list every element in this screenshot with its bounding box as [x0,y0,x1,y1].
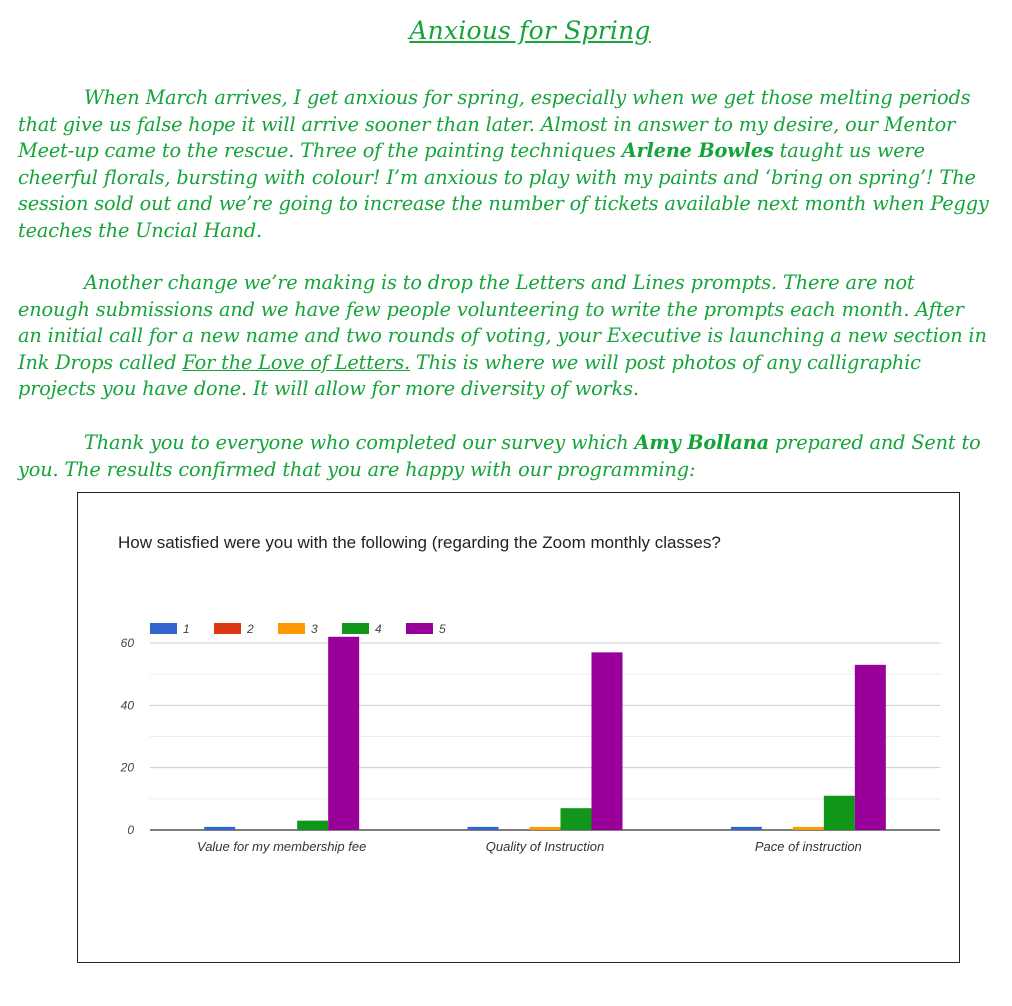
legend-label-3: 3 [311,622,318,636]
chart-title: How satisfied were you with the following (regarding the Zoom monthly classes? [118,533,721,552]
y-tick-label: 60 [120,636,134,650]
bar-series-5 [592,652,623,830]
legend-label-5: 5 [439,622,446,636]
instructor-name: Arlene Bowles [621,139,774,162]
p3-text-a: Thank you to everyone who completed our survey which [84,431,635,454]
survey-chart [77,492,960,963]
paragraph-letters-and-lines [18,270,990,403]
bar-series-4 [824,796,855,830]
legend-swatch-4 [342,623,369,634]
bar-series-3 [530,827,561,830]
y-tick-label: 20 [120,760,134,775]
article-title: Anxious for Spring [409,16,651,45]
bar-series-3 [793,827,824,830]
paragraph-survey [18,430,990,483]
p3-text-b: prepared and Sent to you. The results confirmed that you are happy with our programming: [18,431,981,481]
p2-text-a: Another change we’re making is to drop the Letters and Lines prompts. There are not enough submissions and we have few people volunteering to write the prompts each month. After an initial call for a new name and two rounds of voting, your Executive is launching a new section in Ink Drops called [18,271,987,374]
x-category-label: Value for my membership fee [197,839,367,854]
bar-series-5 [328,637,359,830]
bar-series-4 [561,808,592,830]
p1-text-a: When March arrives, I get anxious for spring, especially when we get those melting periods that give us false hope it will arrive sooner than later. Almost in answer to my desire, our Mentor Meet-up came to the rescue. Three of the painting techniques [18,86,971,162]
p2-text-b: This is where we will post photos of any calligraphic projects you have done. It will allow for more diversity of works. [18,350,921,400]
legend-swatch-5 [406,623,433,634]
paragraph-mentor-meetup [18,85,990,244]
bar-series-1 [204,827,235,830]
bar-series-1 [468,827,499,830]
bar-series-1 [731,827,762,830]
y-tick-label: 40 [120,698,134,713]
legend-swatch-1 [150,623,177,634]
survey-author-name: Amy Bollana [634,431,769,454]
legend-label-1: 1 [183,622,190,636]
x-category-label: Pace of instruction [754,839,862,854]
x-category-label: Quality of Instruction [485,839,605,854]
bar-chart-svg [78,493,958,961]
y-tick-label: 0 [127,823,134,837]
bar-series-4 [297,821,328,830]
legend-swatch-2 [214,623,241,634]
bar-series-5 [855,665,886,830]
legend-swatch-3 [278,623,305,634]
legend-label-2: 2 [247,622,254,636]
p1-text-b: taught us were cheerful florals, bursting with colour! I’m anxious to play with my paints and ‘bring on spring’! The session sold out and we’re going to increase the number of tickets available next month when Peggy teaches the Uncial Hand. [18,139,989,242]
new-section-name: For the Love of Letters. [182,350,410,374]
legend-label-4: 4 [375,622,382,636]
